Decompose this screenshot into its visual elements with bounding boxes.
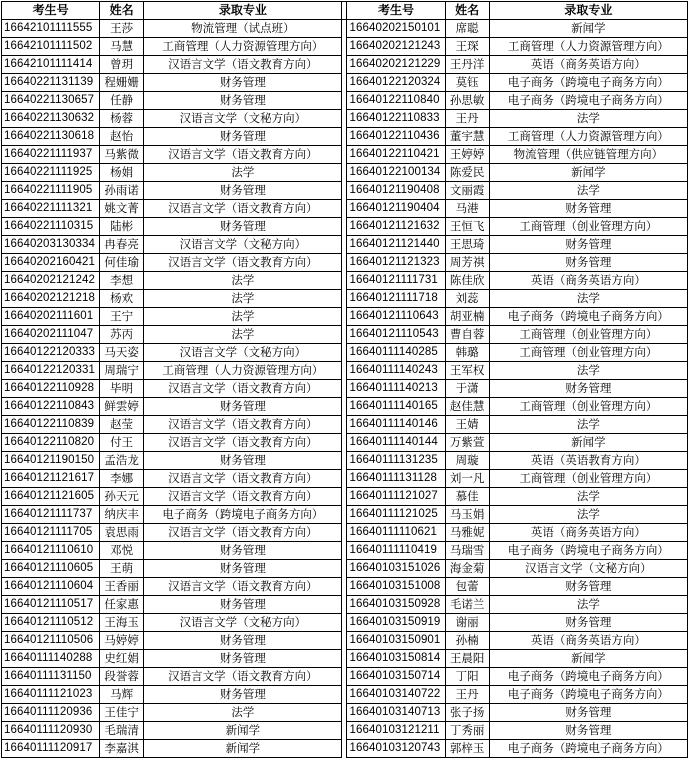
exam-id-cell: 16640221131139 [2,74,100,92]
name-cell: 包蕾 [445,578,489,596]
name-cell: 王丹 [445,110,489,128]
exam-id-cell: 16640121110604 [2,578,100,596]
major-cell: 新闻学 [489,20,687,38]
name-cell: 王宁 [100,308,144,326]
name-cell: 李想 [100,272,144,290]
table-row [2,272,688,290]
major-cell: 汉语言文学（文秘方向） [489,560,687,578]
major-cell: 英语（商务英语方向） [489,272,687,290]
exam-id-cell: 16640121121617 [2,470,100,488]
name-cell: 王军权 [445,362,489,380]
name-cell: 马天姿 [100,344,144,362]
name-cell: 苏丙 [100,326,144,344]
major-cell: 财务管理 [144,452,342,470]
exam-id-cell: 16640121111718 [347,290,445,308]
name-cell: 纳庆丰 [100,506,144,524]
major-cell: 工商管理（创业管理方向） [489,344,687,362]
table-row [2,200,688,218]
major-cell: 财务管理 [144,218,342,236]
exam-id-cell: 16640121110610 [2,542,100,560]
exam-id-cell: 16642101111555 [2,20,100,38]
exam-id-cell: 16640122110839 [2,416,100,434]
table-row [2,506,688,524]
exam-id-cell: 16640122110820 [2,434,100,452]
table-row [2,164,688,182]
exam-id-cell: 16640111110621 [347,524,445,542]
major-cell: 财务管理 [489,200,687,218]
name-cell: 万紫萱 [445,434,489,452]
name-cell: 王萌 [100,560,144,578]
table-row [2,92,688,110]
name-cell: 付王 [100,434,144,452]
name-cell: 马港 [445,200,489,218]
exam-id-cell: 16640121121440 [347,236,445,254]
major-cell: 财务管理 [489,704,687,722]
name-cell: 王海玉 [100,614,144,632]
name-cell: 邓悦 [100,542,144,560]
exam-id-cell: 16640221111321 [2,200,100,218]
exam-id-cell: 16640202160421 [2,254,100,272]
major-cell: 工商管理（创业管理方向） [489,470,687,488]
name-cell: 马紫微 [100,146,144,164]
exam-id-cell: 16640111140146 [347,416,445,434]
major-cell: 汉语言文学（语文教育方向） [144,578,342,596]
major-cell: 财务管理 [144,632,342,650]
exam-id-cell: 16640121110506 [2,632,100,650]
name-cell: 毛瑞清 [100,722,144,740]
exam-id-cell: 16640122110833 [347,110,445,128]
table-row [2,398,688,416]
exam-id-cell: 16640203130334 [2,236,100,254]
table-row [2,524,688,542]
header-row [2,2,688,20]
name-cell: 赵佳慧 [445,398,489,416]
exam-id-cell: 16640103121211 [347,722,445,740]
major-cell: 财务管理 [489,614,687,632]
exam-id-cell: 16640221130657 [2,92,100,110]
exam-id-cell: 16640202111601 [2,308,100,326]
major-cell: 英语（商务英语方向） [489,56,687,74]
major-cell: 财务管理 [144,542,342,560]
table-row [2,686,688,704]
major-cell: 工商管理（创业管理方向） [489,326,687,344]
exam-id-cell: 16640111121025 [347,506,445,524]
table-row [2,380,688,398]
name-cell: 张子扬 [445,704,489,722]
name-cell: 周芳祺 [445,254,489,272]
exam-id-cell: 16640121110517 [2,596,100,614]
major-cell: 法学 [489,362,687,380]
table-row [2,308,688,326]
name-cell: 马婷婷 [100,632,144,650]
exam-id-cell: 16640221111937 [2,146,100,164]
exam-id-cell: 16640122110436 [347,128,445,146]
major-cell: 汉语言文学（语文教育方向） [144,254,342,272]
major-cell: 财务管理 [144,74,342,92]
exam-id-cell: 16640122120331 [2,362,100,380]
name-cell: 于潇 [445,380,489,398]
table-row [2,362,688,380]
major-cell: 汉语言文学（文秘方向） [144,344,342,362]
major-cell: 汉语言文学（语文教育方向） [144,416,342,434]
exam-id-cell: 16640121111737 [2,506,100,524]
exam-id-cell: 16640103140713 [347,704,445,722]
name-cell: 毕明 [100,380,144,398]
major-cell: 工商管理（人力资源管理方向） [144,362,342,380]
table-row [2,578,688,596]
exam-id-cell: 16640122110421 [347,146,445,164]
major-cell: 新闻学 [489,650,687,668]
major-cell: 英语（商务英语方向） [489,632,687,650]
major-cell: 汉语言文学（语文教育方向） [144,470,342,488]
major-cell: 汉语言文学（文秘方向） [144,110,342,128]
exam-id-cell: 16640103150814 [347,650,445,668]
table-row [2,38,688,56]
name-cell: 王思琦 [445,236,489,254]
table-row [2,704,688,722]
exam-id-cell: 16640202121218 [2,290,100,308]
major-cell: 财务管理 [144,92,342,110]
table-row [2,650,688,668]
exam-id-cell: 16640122110928 [2,380,100,398]
exam-id-cell: 16640111131128 [347,470,445,488]
major-cell: 财务管理 [489,254,687,272]
major-cell: 财务管理 [144,182,342,200]
table-row [2,488,688,506]
name-cell: 王恒飞 [445,218,489,236]
major-cell: 汉语言文学（文秘方向） [144,236,342,254]
name-cell: 姚文菁 [100,200,144,218]
exam-id-cell: 16640111140165 [347,398,445,416]
name-cell: 王香丽 [100,578,144,596]
exam-id-cell: 16640121190150 [2,452,100,470]
name-cell: 郭梓玉 [445,740,489,758]
name-cell: 杨娟 [100,164,144,182]
name-cell: 史红娟 [100,650,144,668]
major-cell: 工商管理（人力资源管理方向） [489,128,687,146]
exam-id-cell: 16640103150901 [347,632,445,650]
name-cell: 毛诺兰 [445,596,489,614]
major-cell: 汉语言文学（语文教育方向） [144,434,342,452]
major-cell: 英语（商务英语方向） [489,524,687,542]
table-row [2,236,688,254]
major-cell: 法学 [489,488,687,506]
exam-id-cell: 16640121190408 [347,182,445,200]
table-row [2,56,688,74]
name-cell: 莫钰 [445,74,489,92]
major-cell: 法学 [144,164,342,182]
name-cell: 程姗姗 [100,74,144,92]
major-cell: 电子商务（跨境电子商务方向） [489,542,687,560]
name-cell: 鲜雲婷 [100,398,144,416]
admission-table [1,1,688,758]
major-cell: 法学 [489,182,687,200]
name-cell: 孙思敏 [445,92,489,110]
table-row [2,182,688,200]
major-cell: 新闻学 [489,164,687,182]
major-cell: 物流管理（供应链管理方向） [489,146,687,164]
table-row [2,560,688,578]
exam-id-cell: 16642101111502 [2,38,100,56]
table-row [2,632,688,650]
name-cell: 王婧 [445,416,489,434]
major-cell: 法学 [489,596,687,614]
exam-id-cell: 16640122110843 [2,398,100,416]
exam-id-cell: 16640202111047 [2,326,100,344]
col-header-major: 录取专业 [144,2,342,20]
col-header-name: 姓名 [100,2,144,20]
name-cell: 杨欢 [100,290,144,308]
table-row [2,542,688,560]
name-cell: 陆彬 [100,218,144,236]
major-cell: 法学 [489,416,687,434]
major-cell: 财务管理 [144,686,342,704]
name-cell: 孟浩龙 [100,452,144,470]
name-cell: 王丹 [445,686,489,704]
major-cell: 汉语言文学（语文教育方向） [144,146,342,164]
major-cell: 财务管理 [144,596,342,614]
name-cell: 丁秀丽 [445,722,489,740]
name-cell: 李嘉淇 [100,740,144,758]
exam-id-cell: 16640111140285 [347,344,445,362]
major-cell: 财务管理 [489,578,687,596]
major-cell: 电子商务（跨境电子商务方向） [144,506,342,524]
major-cell: 新闻学 [144,722,342,740]
name-cell: 周璇 [445,452,489,470]
major-cell: 新闻学 [144,740,342,758]
exam-id-cell: 16640122100134 [347,164,445,182]
exam-id-cell: 16640111120930 [2,722,100,740]
major-cell: 财务管理 [489,380,687,398]
exam-id-cell: 16640121110543 [347,326,445,344]
major-cell: 法学 [144,290,342,308]
col-header-id: 考生号 [2,2,100,20]
major-cell: 汉语言文学（文秘方向） [144,614,342,632]
name-cell: 曹自蓉 [445,326,489,344]
major-cell: 工商管理（创业管理方向） [489,398,687,416]
major-cell: 法学 [144,704,342,722]
table-row [2,740,688,758]
table-row [2,290,688,308]
table-row [2,596,688,614]
exam-id-cell: 16640122110840 [347,92,445,110]
col-header-name-right: 姓名 [445,2,489,20]
table-body [2,20,688,758]
major-cell: 汉语言文学（语文教育方向） [144,524,342,542]
name-cell: 袁思雨 [100,524,144,542]
table-row [2,128,688,146]
major-cell: 汉语言文学（语文教育方向） [144,488,342,506]
name-cell: 任家惠 [100,596,144,614]
name-cell: 赵怡 [100,128,144,146]
major-cell: 法学 [489,290,687,308]
name-cell: 刘蕊 [445,290,489,308]
name-cell: 孙雨诺 [100,182,144,200]
name-cell: 马瑞雪 [445,542,489,560]
exam-id-cell: 16640103150714 [347,668,445,686]
major-cell: 汉语言文学（语文教育方向） [144,56,342,74]
name-cell: 马慧 [100,38,144,56]
name-cell: 陈佳欣 [445,272,489,290]
name-cell: 丁阳 [445,668,489,686]
name-cell: 马辉 [100,686,144,704]
major-cell: 工商管理（创业管理方向） [489,218,687,236]
major-cell: 汉语言文学（语文教育方向） [144,200,342,218]
exam-id-cell: 16640111140288 [2,650,100,668]
name-cell: 海金菊 [445,560,489,578]
exam-id-cell: 16640121121323 [347,254,445,272]
name-cell: 赵莹 [100,416,144,434]
exam-id-cell: 16640111110419 [347,542,445,560]
major-cell: 法学 [144,272,342,290]
table-row [2,146,688,164]
exam-id-cell: 16642101111414 [2,56,100,74]
table-row [2,218,688,236]
name-cell: 王婷婷 [445,146,489,164]
exam-id-cell: 16640121111731 [347,272,445,290]
exam-id-cell: 16640121110605 [2,560,100,578]
name-cell: 慕佳 [445,488,489,506]
name-cell: 孙天元 [100,488,144,506]
exam-id-cell: 16640111140213 [347,380,445,398]
major-cell: 财务管理 [144,650,342,668]
exam-id-cell: 16640103150928 [347,596,445,614]
name-cell: 王莎 [100,20,144,38]
major-cell: 英语（英语教育方向） [489,452,687,470]
name-cell: 段誉蓉 [100,668,144,686]
name-cell: 李娜 [100,470,144,488]
major-cell: 新闻学 [489,434,687,452]
exam-id-cell: 16640111140144 [347,434,445,452]
exam-id-cell: 16640111121027 [347,488,445,506]
name-cell: 王琛 [445,38,489,56]
table-row [2,326,688,344]
exam-id-cell: 16640202121243 [347,38,445,56]
table-row [2,434,688,452]
name-cell: 王佳宁 [100,704,144,722]
exam-id-cell: 16640121121605 [2,488,100,506]
major-cell: 电子商务（跨境电子商务方向） [489,686,687,704]
exam-id-cell: 16640221111925 [2,164,100,182]
exam-id-cell: 16640121111705 [2,524,100,542]
name-cell: 马玉娟 [445,506,489,524]
name-cell: 胡亚楠 [445,308,489,326]
table-row [2,452,688,470]
major-cell: 财务管理 [144,398,342,416]
exam-id-cell: 16640121190404 [347,200,445,218]
name-cell: 文丽霞 [445,182,489,200]
major-cell: 法学 [489,506,687,524]
major-cell: 物流管理（试点班） [144,20,342,38]
exam-id-cell: 16640111140243 [347,362,445,380]
exam-id-cell: 16640121121632 [347,218,445,236]
name-cell: 王晨阳 [445,650,489,668]
col-header-major-right: 录取专业 [489,2,687,20]
table-row [2,416,688,434]
exam-id-cell: 16640202121242 [2,272,100,290]
name-cell: 杨蓉 [100,110,144,128]
table-row [2,470,688,488]
table-row [2,110,688,128]
table-row [2,614,688,632]
table-row [2,344,688,362]
exam-id-cell: 16640111131235 [347,452,445,470]
name-cell: 谢丽 [445,614,489,632]
major-cell: 财务管理 [489,722,687,740]
major-cell: 电子商务（跨境电子商务方向） [489,668,687,686]
exam-id-cell: 16640221111905 [2,182,100,200]
name-cell: 孙楠 [445,632,489,650]
name-cell: 马雅妮 [445,524,489,542]
major-cell: 法学 [489,110,687,128]
name-cell: 韩璐 [445,344,489,362]
major-cell: 法学 [144,308,342,326]
exam-id-cell: 16640103140722 [347,686,445,704]
name-cell: 董宇慧 [445,128,489,146]
table-row [2,668,688,686]
exam-id-cell: 16640103150919 [347,614,445,632]
major-cell: 汉语言文学（语文教育方向） [144,380,342,398]
major-cell: 电子商务（跨境电子商务方向） [489,92,687,110]
major-cell: 电子商务（跨境电子商务方向） [489,740,687,758]
exam-id-cell: 16640202121229 [347,56,445,74]
name-cell: 席聪 [445,20,489,38]
name-cell: 陈爱民 [445,164,489,182]
major-cell: 财务管理 [489,236,687,254]
major-cell: 财务管理 [144,560,342,578]
exam-id-cell: 16640111120917 [2,740,100,758]
name-cell: 王丹洋 [445,56,489,74]
exam-id-cell: 16640121110643 [347,308,445,326]
col-header-id-right: 考生号 [347,2,445,20]
name-cell: 任静 [100,92,144,110]
exam-id-cell: 16640111120936 [2,704,100,722]
major-cell: 财务管理 [144,128,342,146]
exam-id-cell: 16640103151026 [347,560,445,578]
table-row [2,74,688,92]
exam-id-cell: 16640221130632 [2,110,100,128]
table-row [2,722,688,740]
exam-id-cell: 16640103120743 [347,740,445,758]
major-cell: 汉语言文学（语文教育方向） [144,668,342,686]
exam-id-cell: 16640111131150 [2,668,100,686]
exam-id-cell: 16640221110315 [2,218,100,236]
exam-id-cell: 16640111121023 [2,686,100,704]
major-cell: 工商管理（人力资源管理方向） [489,38,687,56]
major-cell: 电子商务（跨境电子商务方向） [489,308,687,326]
major-cell: 工商管理（人力资源管理方向） [144,38,342,56]
name-cell: 何佳瑜 [100,254,144,272]
name-cell: 曾玥 [100,56,144,74]
name-cell: 冉春亮 [100,236,144,254]
table-row [2,20,688,38]
major-cell: 法学 [144,326,342,344]
major-cell: 电子商务（跨境电子商务方向） [489,74,687,92]
exam-id-cell: 16640122120333 [2,344,100,362]
name-cell: 刘一凡 [445,470,489,488]
name-cell: 周瑞宁 [100,362,144,380]
exam-id-cell: 16640122120324 [347,74,445,92]
exam-id-cell: 16640103151008 [347,578,445,596]
table-row [2,254,688,272]
exam-id-cell: 16640121110512 [2,614,100,632]
exam-id-cell: 16640202150101 [347,20,445,38]
exam-id-cell: 16640221130618 [2,128,100,146]
